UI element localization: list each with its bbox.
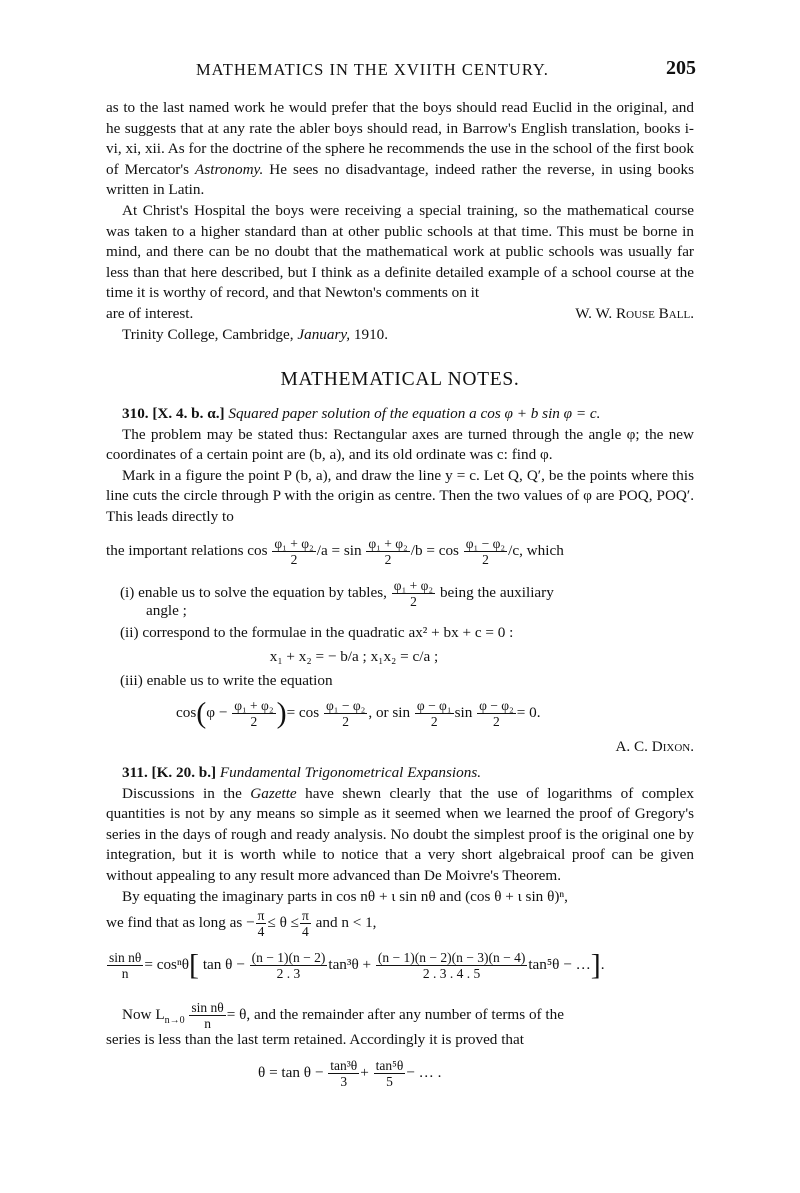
- paragraph: Mark in a figure the point P (b, a), and draw the line y = c. Let Q, Q′, be the points where this line cuts the circle through P with the origin as centre. Then the two values of φ are POQ, POQ′. This leads directly to: [106, 466, 694, 525]
- relations-line: the important relations cos $\frac{\text{φ₁ + φ₂}}{2}$ /a = sin $\frac{\text{φ₁ + φ₂}}{2}$ /b = cos $\frac{\text{φ₁ − φ₂}}{2}$ /c, which: [106, 536, 564, 567]
- paragraph: At Christ's Hospital the boys were receiving a special training, so the mathematical course was taken to a higher standard than at other public schools at that time. This must be borne in mind, and there can be no doubt that the mathematical work at public schools was usually far less than that here described, but I think as a definite detailed example of a school course at the time it is worthy of record, and that Newton's comments on it: [106, 201, 694, 302]
- list-item: (i) enable us to solve the equation by tables, $\frac{\text{φ₁ + φ₂}}{2}$ being the auxiliary: [120, 578, 554, 609]
- paragraph: Discussions in the Gazette have shewn clearly that the use of logarithms of complex quantities is not by any means so simple as it seemed when we learned the proof of Gregory's series in the days of rough and ready analysis. No doubt the simplest proof is the original one by integration, but it is worth while to notice that a very short algebraical proof can be given without appealing to any result more advanced than De Moivre's Theorem.: [106, 784, 695, 884]
- affiliation: Trinity College, Cambridge, January, 1910.: [122, 325, 389, 343]
- running-title: MATHEMATICS IN THE XVIITH CENTURY.: [196, 60, 549, 79]
- list-item: (iii) enable us to write the equation: [120, 672, 333, 689]
- list-item: (ii) correspond to the formulae in the quadratic ax² + bx + c = 0 :: [120, 624, 514, 641]
- classification: [K. 20. b.]: [151, 764, 217, 781]
- note-310: [106, 404, 694, 528]
- paragraph: series is less than the last term retained. Accordingly it is proved that: [106, 1031, 524, 1048]
- equation: x₁ + x₂ = − b/a ; x₁x₂ = c/a ;: [269, 648, 439, 665]
- list-item-cont: angle ;: [146, 602, 187, 619]
- note-heading: 310. [X. 4. b. α.] Squared paper solution of the equation a cos φ + b sin φ = c.: [122, 405, 601, 422]
- paragraph: By equating the imaginary parts in cos nθ + ι sin nθ and (cos θ + ι sin θ)ⁿ,: [122, 887, 568, 905]
- equation: $\frac{\text{sin nθ}}{n}$ = cosⁿθ[ tan θ − $\frac{(n - 1)(n - 2)}{2 . 3}$ tan³θ + $\frac{(n - 1)(n - 2)(n - 3)(n - 4)}{2 . 3 . 4 . 5}$ tan⁵θ − …].: [109, 948, 605, 982]
- classification: [X. 4. b. α.]: [152, 405, 225, 422]
- section-title: MATHEMATICAL NOTES.: [280, 369, 520, 390]
- note-title: Fundamental Trigonometrical Expansions.: [219, 764, 482, 781]
- author-signature: A. C. Dixon.: [615, 738, 694, 755]
- paragraph: The problem may be stated thus: Rectangular axes are turned through the angle φ; the new coordinates of a certain point are (b, a), and its old ordinate was c: find φ.: [106, 425, 694, 464]
- equation: θ = tan θ − $\frac{\text{tan³θ}}{3}$ + $\frac{\text{tan⁵θ}}{5}$ − … .: [258, 1058, 442, 1089]
- note-311: [106, 763, 694, 907]
- limit-line: Now $L_{n\to 0}$ $\frac{\text{sin nθ}}{n}$ = θ, and the remainder after any number of terms of the: [122, 1000, 564, 1031]
- note-title: Squared paper solution of the equation a cos φ + b sin φ = c.: [228, 405, 601, 422]
- running-header: [0, 57, 800, 84]
- note-heading: 311. [K. 20. b.] Fundamental Trigonometrical Expansions.: [122, 764, 482, 781]
- equation: cos(φ − $\frac{\text{φ₁ + φ₂}}{2}$ )= cos $\frac{\text{φ₁ − φ₂}}{2}$ , or sin $\frac{\text{φ − φ₁}}{2}$ sin $\frac{\text{φ − φ₂}}{2}$ = 0.: [176, 696, 541, 730]
- page-number: 205: [666, 57, 696, 79]
- paragraph: as to the last named work he would prefer that the boys should read Euclid in the original, and he suggests that at any rate the abler boys should read, in Barrow's English translation, books i-vi, xi, xii. As for the doctrine of the sphere he recommends the use in the school of the first book of Mercator's Astronomy. He sees no disadvantage, indeed rather the reverse, in using books written in Latin.: [106, 99, 695, 199]
- article-end: [106, 98, 694, 345]
- signature-line: are of interest. W. W. Rouse Ball.: [106, 304, 694, 325]
- author-signature: W. W. Rouse Ball.: [575, 304, 694, 322]
- condition-line: we find that as long as − $\frac{\pi}{4}$ ≤ θ ≤ $\frac{\pi}{4}$ and n < 1,: [106, 908, 377, 939]
